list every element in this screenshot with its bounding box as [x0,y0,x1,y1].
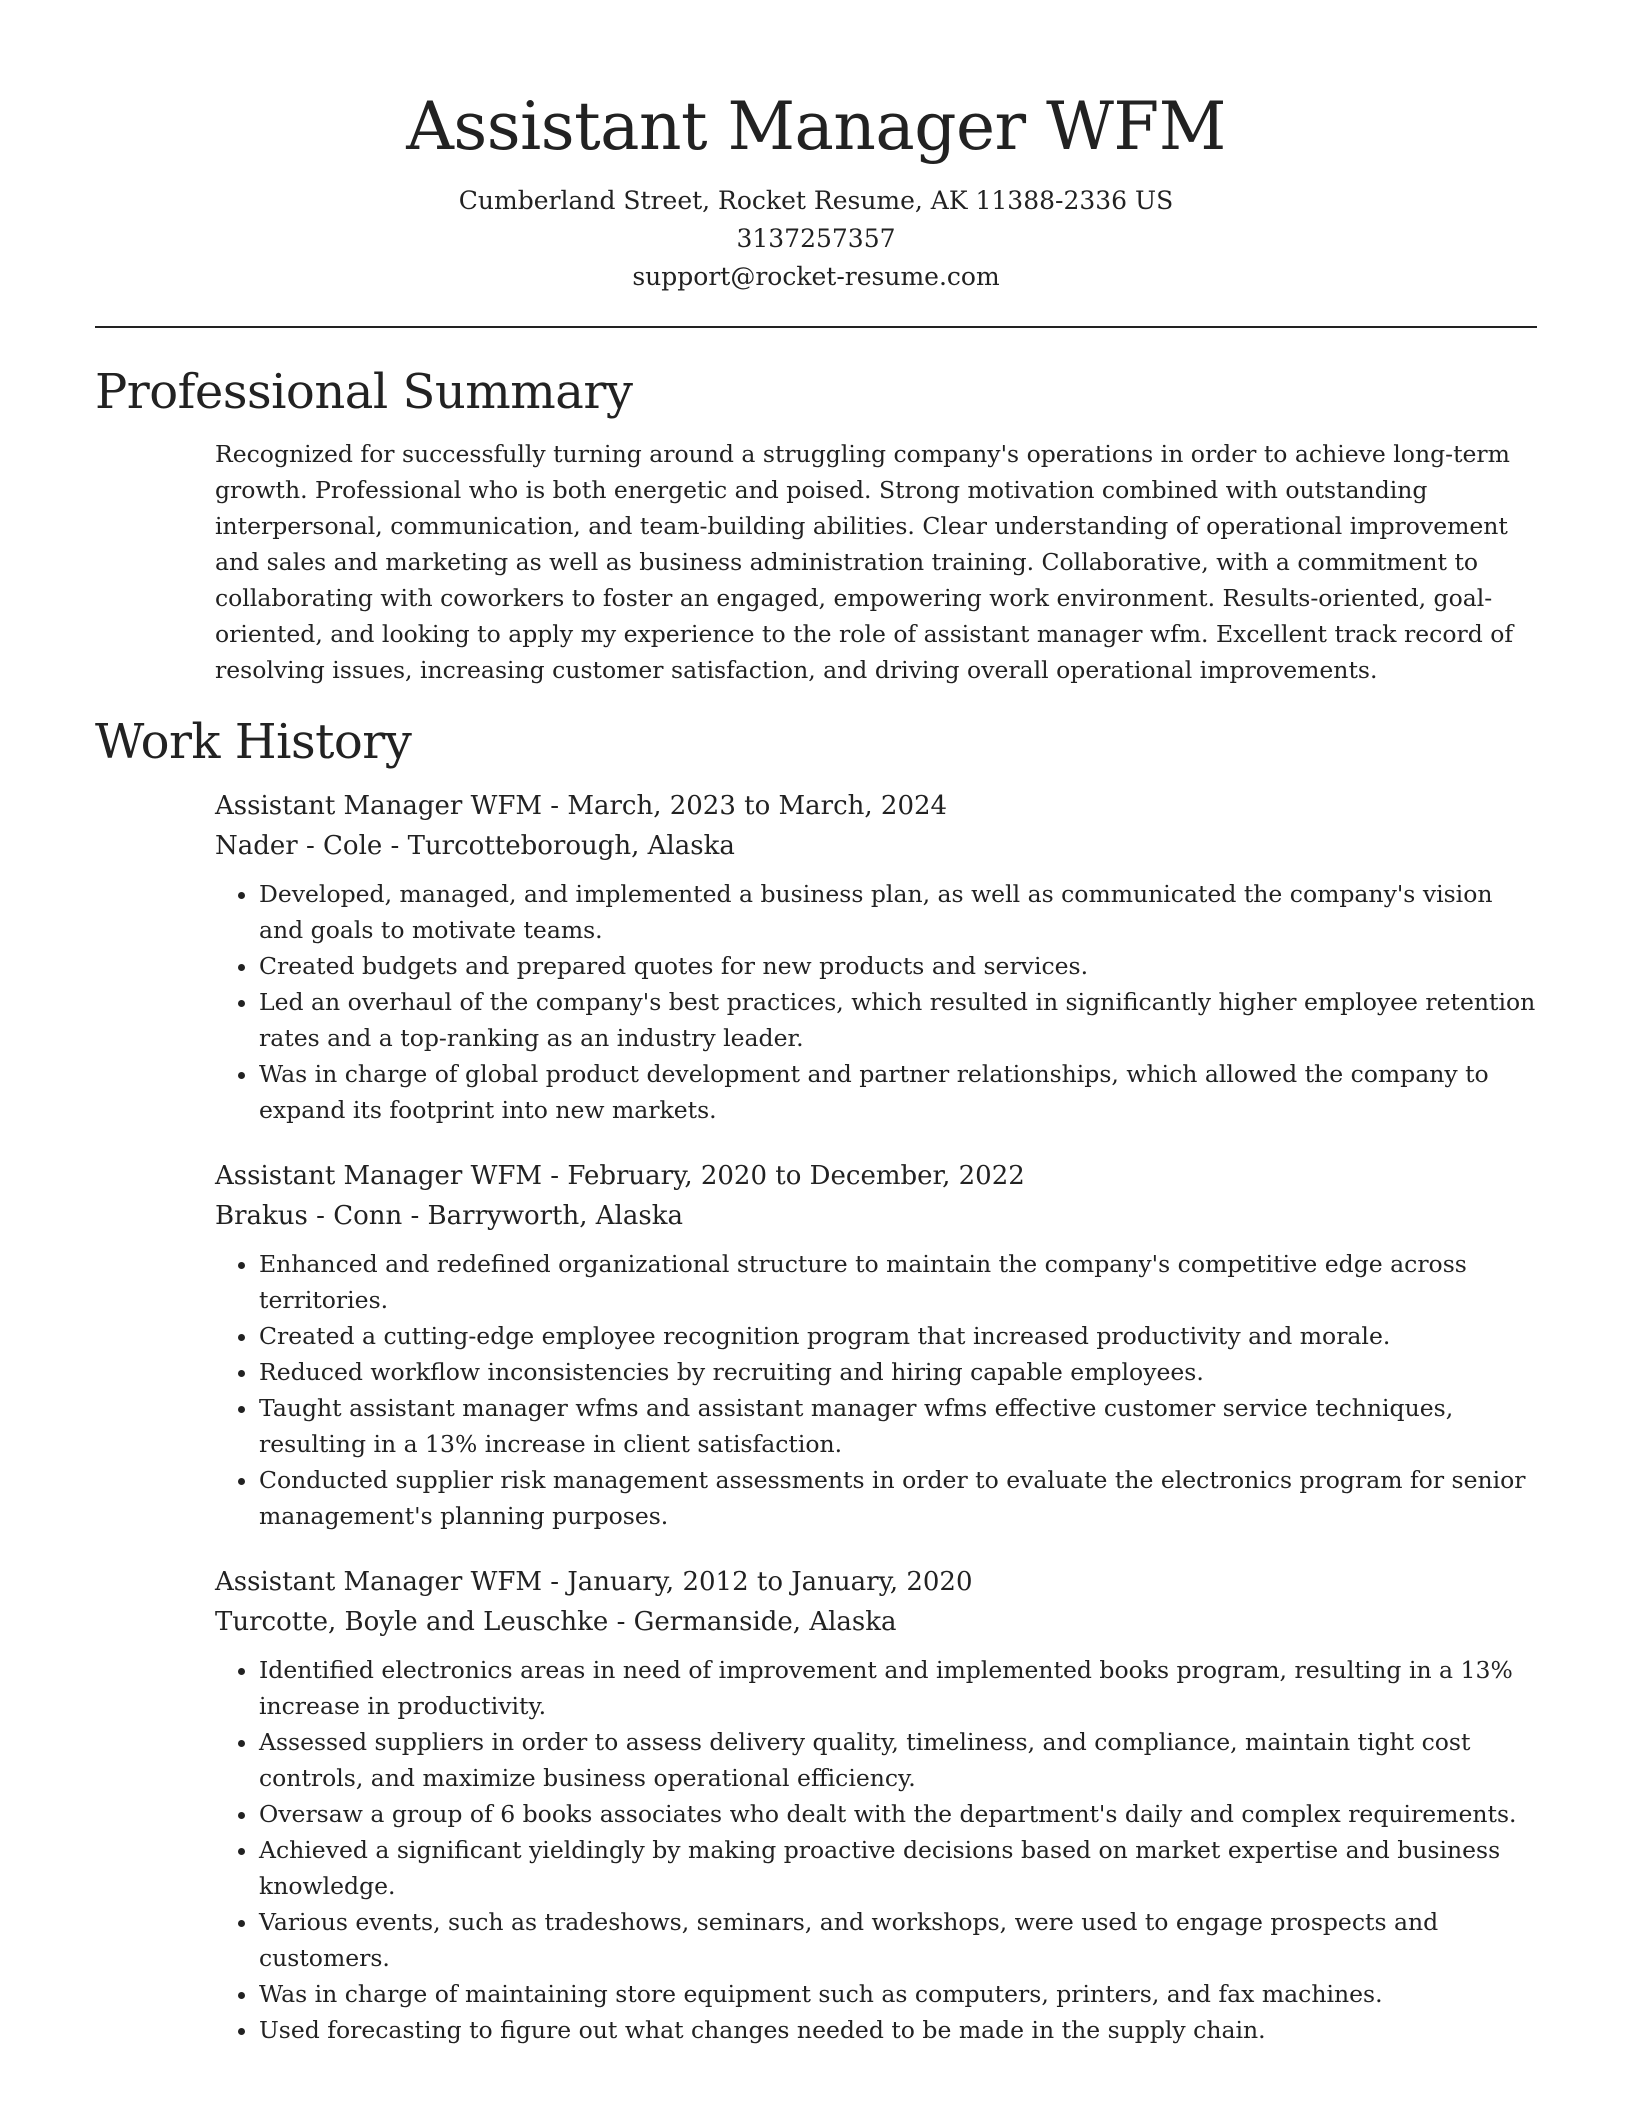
job-title-line [215,786,1537,826]
job-entry [215,1156,1537,1534]
candidate-name: Assistant Manager WFM [406,88,1226,165]
resume-header [95,82,1537,296]
job-entry [215,786,1537,1128]
job-company-line [215,826,1537,866]
section-title-work-history: Work History [95,714,412,770]
job-entry [215,1562,1537,2048]
job-bullet: • Assessed suppliers in order to assess delivery quality, timeliness, and compliance, maintain tight cost controls, and maximize business operational efficiency. [259,1724,1537,1796]
job-bullet: • Taught assistant manager wfms and assistant manager wfms effective customer service techniques, resulting in a 13% increase in client satisfaction. [259,1390,1537,1462]
job-bullet: • Enhanced and redefined organizational structure to maintain the company's competitive edge across territories. [259,1246,1537,1318]
job-bullet: • Oversaw a group of 6 books associates who dealt with the department's daily and complex requirements. [259,1796,1537,1832]
job-bullet: • Created a cutting-edge employee recognition program that increased productivity and morale. [259,1318,1537,1354]
job-bullet: • Conducted supplier risk management assessments in order to evaluate the electronics program for senior management's planning purposes. [259,1462,1537,1534]
job-dates: - January, 2012 to January, 2020 [542,1567,973,1597]
job-location: - Germanside, Alaska [608,1607,897,1637]
job-location: - Turcotteborough, Alaska [382,831,735,861]
job-company: Turcotte, Boyle and Leuschke [215,1607,609,1637]
job-bullet: • Led an overhaul of the company's best practices, which resulted in significantly higher employee retention rates and a top-ranking as an industry leader. [259,984,1537,1056]
header-divider [95,326,1537,328]
summary-text: Recognized for successfully turning around a struggling company's operations in order to achieve long-term growth. Professional who is both energetic and poised. Strong motivation combined with outstanding interpersonal, communication, and team-building abilities. Clear understanding of operational improvement and sales and marketing as well as business administration training. Collaborative, with a commitment to collaborating with coworkers to foster an engaged, empowering work environment. Results-oriented, goal-oriented, and looking to apply my experience to the role of assistant manager wfm. Excellent track record of resolving issues, increasing customer satisfaction, and driving overall operational improvements. [215,440,1514,684]
job-location: - Barryworth, Alaska [402,1201,683,1231]
job-bullet: • Developed, managed, and implemented a business plan, as well as communicated the company's vision and goals to motivate teams. [259,876,1537,948]
job-company-line [215,1602,1537,1642]
job-dates: - March, 2023 to March, 2024 [542,791,948,821]
job-bullet: • Achieved a significant yieldingly by making proactive decisions based on market expertise and business knowledge. [259,1832,1537,1904]
job-dates: - February, 2020 to December, 2022 [542,1161,1025,1191]
job-title-line [215,1562,1537,1602]
job-bullet: • Was in charge of maintaining store equipment such as computers, printers, and fax machines. [259,1976,1537,2012]
contact-address: Cumberland Street, Rocket Resume, AK 11388-2336 US [458,186,1174,215]
job-bullet: • Was in charge of global product development and partner relationships, which allowed the company to expand its footprint into new markets. [259,1056,1537,1128]
job-bullets [215,1246,1537,1534]
contact-block [95,182,1537,296]
job-bullet: • Various events, such as tradeshows, seminars, and workshops, were used to engage prospects and customers. [259,1904,1537,1976]
contact-phone: 3137257357 [736,224,896,253]
job-role: Assistant Manager WFM [215,1161,543,1191]
job-bullet: • Reduced workflow inconsistencies by recruiting and hiring capable employees. [259,1354,1537,1390]
job-bullet: • Used forecasting to figure out what changes needed to be made in the supply chain. [259,2012,1537,2048]
job-role: Assistant Manager WFM [215,791,543,821]
job-company: Nader - Cole [215,831,383,861]
job-company-line [215,1196,1537,1236]
job-bullet: • Created budgets and prepared quotes for new products and services. [259,948,1537,984]
section-title-summary: Professional Summary [95,364,633,420]
work-history-list [215,786,1537,2048]
job-company: Brakus - Conn [215,1201,403,1231]
job-bullets [215,876,1537,1128]
job-bullets [215,1652,1537,2048]
contact-email: support@rocket-resume.com [632,262,1000,291]
job-role: Assistant Manager WFM [215,1567,543,1597]
job-title-line [215,1156,1537,1196]
job-bullet: • Identified electronics areas in need of improvement and implemented books program, resulting in a 13% increase in productivity. [259,1652,1537,1724]
